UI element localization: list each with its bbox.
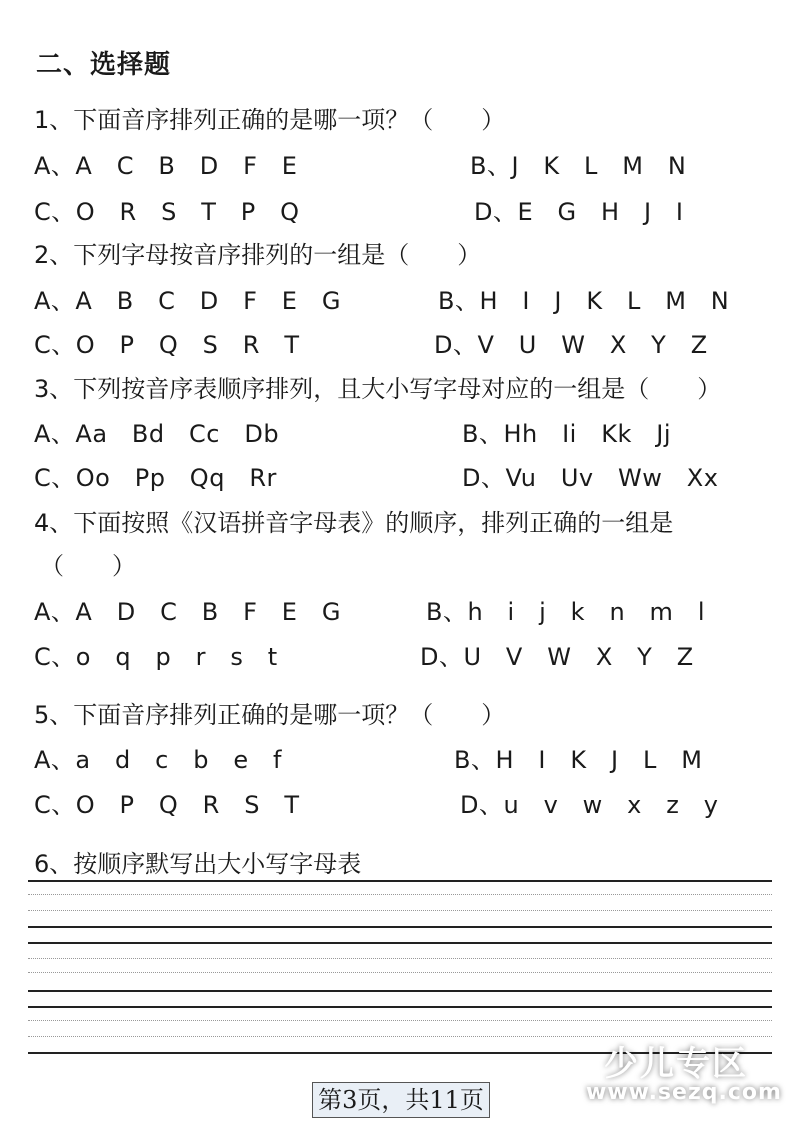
q2-option-c[interactable]: C、O P Q S R T bbox=[34, 331, 300, 359]
question-2-stem: 2、下列字母按音序排列的一组是（ ） bbox=[34, 241, 482, 269]
q1-option-d[interactable]: D、E G H J I bbox=[474, 198, 684, 226]
question-4-stem-blank: （ ） bbox=[40, 552, 136, 580]
q5-option-d[interactable]: D、u v w x z y bbox=[460, 791, 719, 819]
guide-line bbox=[28, 910, 772, 911]
q3-option-c[interactable]: C、Oo Pp Qq Rr bbox=[34, 464, 277, 492]
q4-option-c[interactable]: C、o q p r s t bbox=[34, 643, 278, 671]
question-5-stem: 5、下面音序排列正确的是哪一项？（ ） bbox=[34, 701, 506, 729]
page-number: 第3页，共11页 bbox=[312, 1082, 490, 1118]
q5-option-a[interactable]: A、a d c b e f bbox=[34, 746, 282, 774]
writing-line bbox=[28, 942, 772, 944]
q3-option-b[interactable]: B、Hh Ii Kk Jj bbox=[462, 420, 672, 448]
question-6-stem: 6、按顺序默写出大小写字母表 bbox=[34, 850, 362, 878]
question-4-stem: 4、下面按照《汉语拼音字母表》的顺序，排列正确的一组是 bbox=[34, 509, 674, 537]
q1-option-c[interactable]: C、O R S T P Q bbox=[34, 198, 300, 226]
writing-line bbox=[28, 880, 772, 882]
q3-option-d[interactable]: D、Vu Uv Ww Xx bbox=[462, 464, 719, 492]
q1-option-a[interactable]: A、A C B D F E bbox=[34, 152, 298, 180]
q2-option-a[interactable]: A、A B C D F E G bbox=[34, 287, 341, 315]
q2-option-b[interactable]: B、H I J K L M N bbox=[438, 287, 730, 315]
q4-option-a[interactable]: A、A D C B F E G bbox=[34, 598, 341, 626]
guide-line bbox=[28, 958, 772, 959]
writing-line bbox=[28, 926, 772, 928]
watermark-name: 少儿专区 bbox=[604, 1044, 748, 1084]
writing-line bbox=[28, 1006, 772, 1008]
question-3-stem: 3、下列按音序表顺序排列，且大小写字母对应的一组是（ ） bbox=[34, 375, 722, 403]
q2-option-d[interactable]: D、V U W X Y Z bbox=[434, 331, 708, 359]
q1-option-b[interactable]: B、J K L M N bbox=[470, 152, 687, 180]
watermark-url: www.sezq.com bbox=[586, 1080, 782, 1105]
section-title: 二、选择题 bbox=[36, 50, 172, 80]
q5-option-c[interactable]: C、O P Q R S T bbox=[34, 791, 300, 819]
q3-option-a[interactable]: A、Aa Bd Cc Db bbox=[34, 420, 280, 448]
guide-line bbox=[28, 894, 772, 895]
q5-option-b[interactable]: B、H I K J L M bbox=[454, 746, 703, 774]
q4-option-d[interactable]: D、U V W X Y Z bbox=[420, 643, 694, 671]
q4-option-b[interactable]: B、h i j k n m l bbox=[426, 598, 705, 626]
guide-line bbox=[28, 1020, 772, 1021]
question-1-stem: 1、下面音序排列正确的是哪一项？（ ） bbox=[34, 106, 506, 134]
guide-line bbox=[28, 972, 772, 973]
writing-line bbox=[28, 990, 772, 992]
